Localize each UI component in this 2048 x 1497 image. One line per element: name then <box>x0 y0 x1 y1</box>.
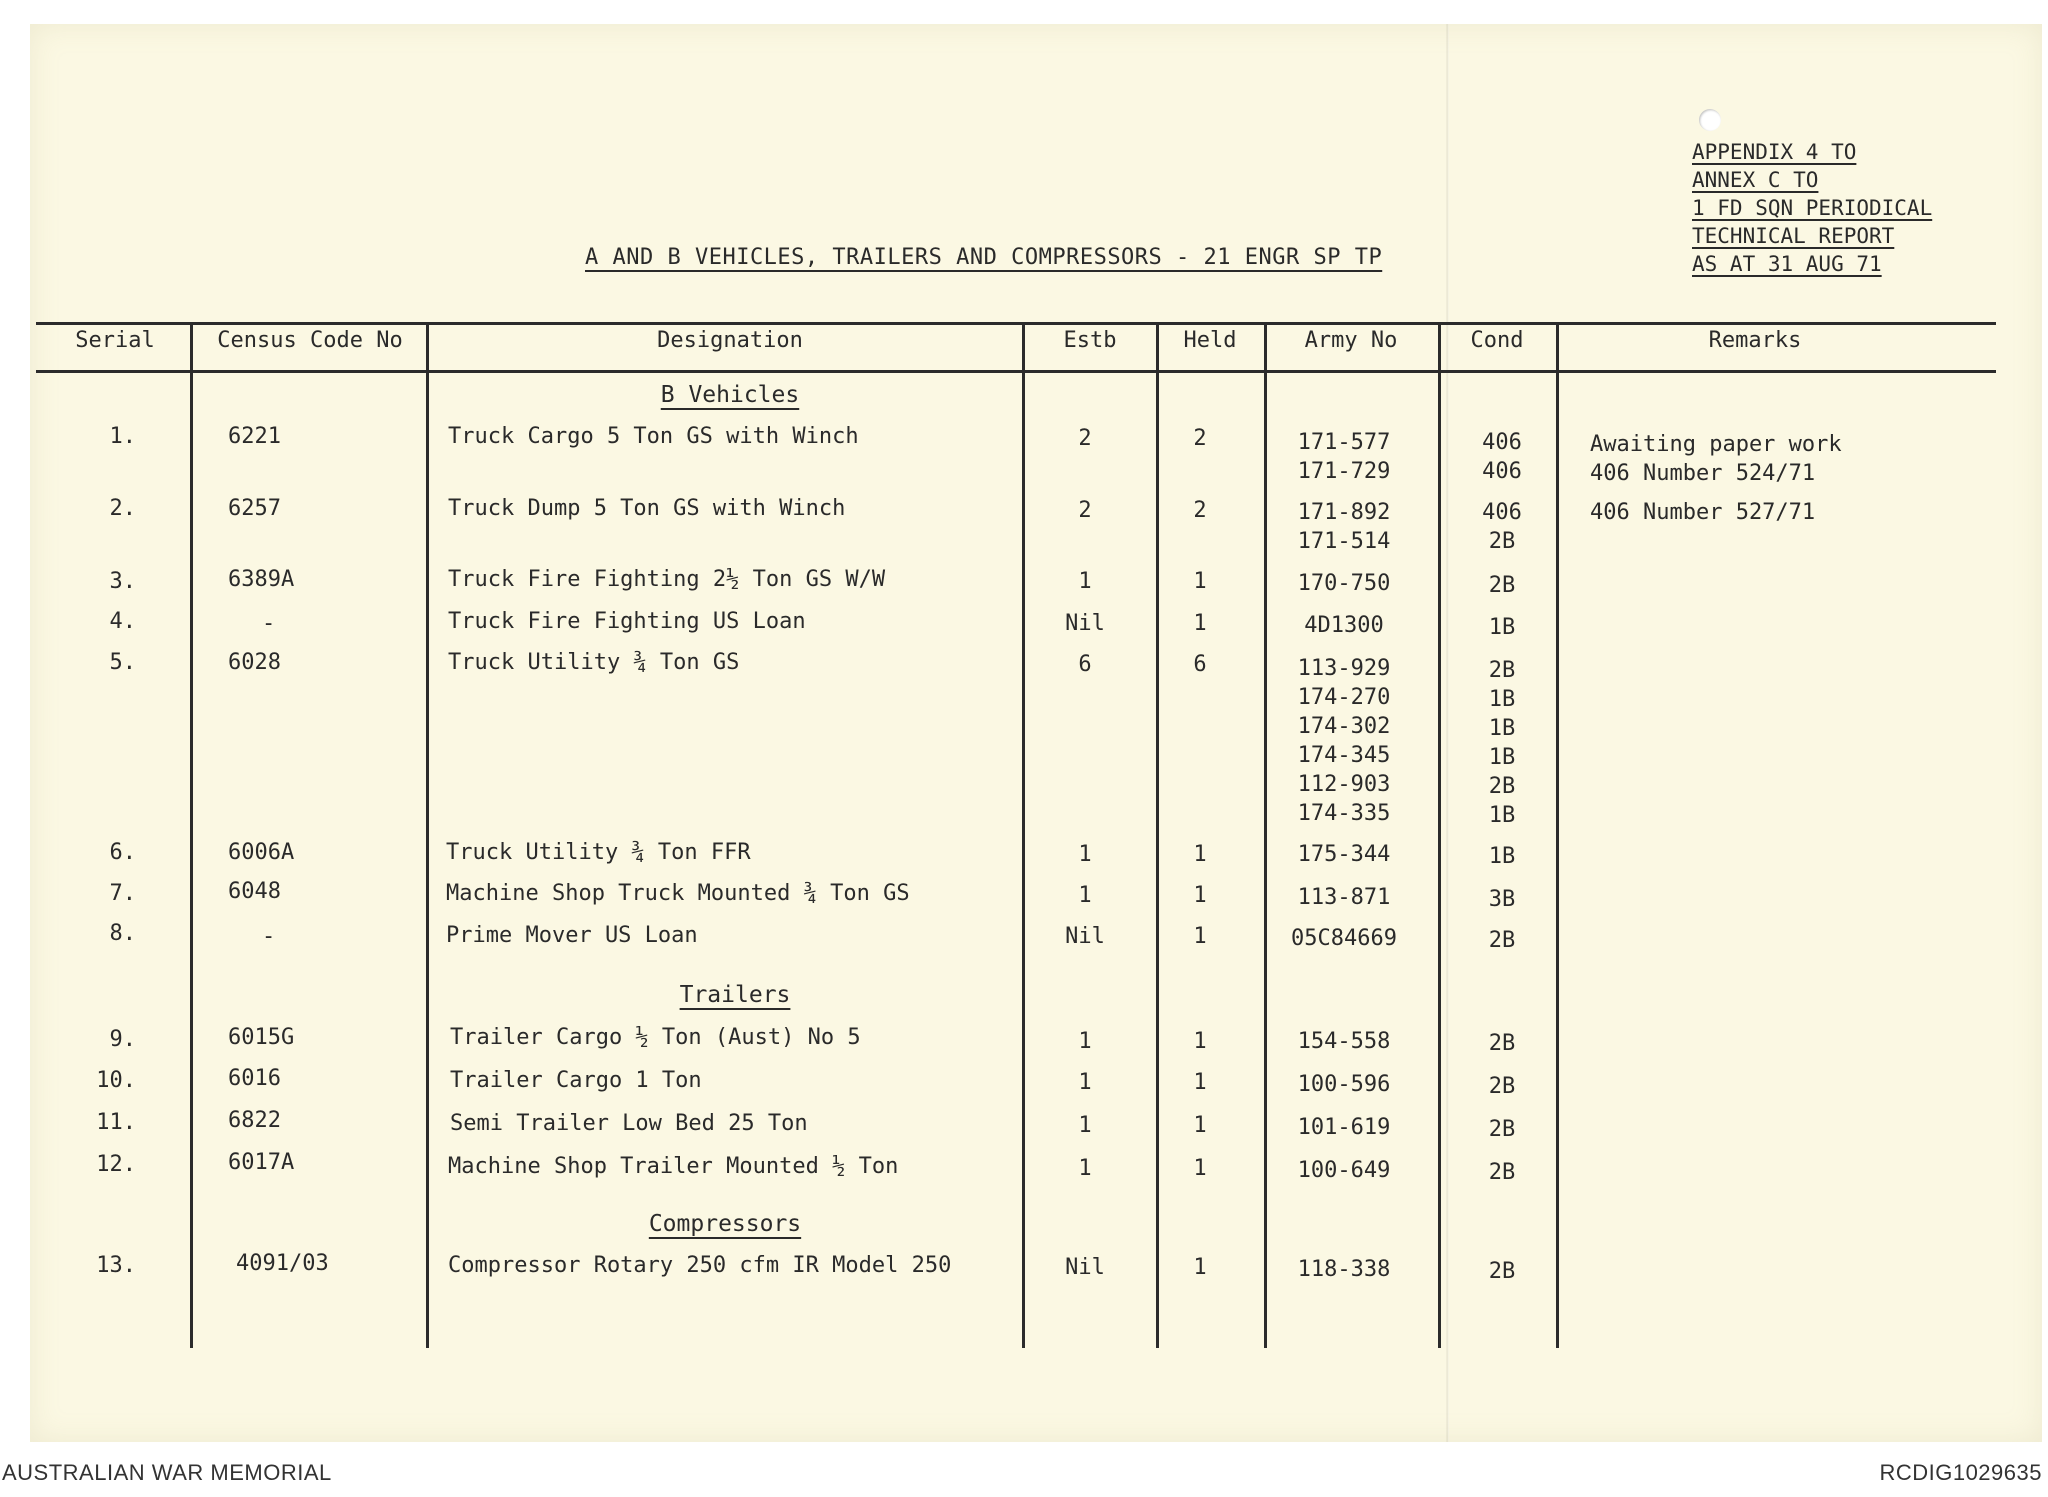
remark-line: 406 Number 527/71 <box>1590 500 1816 525</box>
column-header-census: Census Code No <box>217 328 403 353</box>
appendix-line: AS AT 31 AUG 71 <box>1692 252 1882 276</box>
held-cell: 1 <box>1193 1156 1207 1181</box>
army-no: 113-929 <box>1297 656 1391 681</box>
census-code-cell: 6257 <box>228 496 281 521</box>
estb-cell: 1 <box>1078 569 1092 594</box>
army-no-cell <box>1284 924 1404 953</box>
census-code-cell: - <box>262 924 276 949</box>
census-code-cell: 6015G <box>228 1025 295 1050</box>
appendix-reference <box>1692 138 1932 278</box>
cond-value: 2B <box>1488 1074 1516 1099</box>
column-divider <box>1438 324 1441 1348</box>
army-no-cell <box>1284 498 1404 556</box>
army-no-cell <box>1284 1113 1404 1142</box>
designation-cell: Machine Shop Truck Mounted ¾ Ton GS <box>446 881 910 906</box>
census-code-cell: - <box>262 611 276 636</box>
cond-value: 2B <box>1488 573 1516 598</box>
column-divider <box>1264 324 1267 1348</box>
estb-cell: Nil <box>1065 1255 1105 1280</box>
appendix-line: ANNEX C TO <box>1692 168 1819 192</box>
cond-cell <box>1462 885 1542 914</box>
cond-value: 1B <box>1488 745 1516 770</box>
serial-cell: 12. <box>96 1152 136 1177</box>
serial-cell: 11. <box>96 1110 136 1135</box>
army-no-cell <box>1284 611 1404 640</box>
army-no: 05C84669 <box>1291 926 1397 951</box>
cond-value: 2B <box>1488 658 1516 683</box>
designation-cell: Machine Shop Trailer Mounted ½ Ton <box>448 1154 899 1179</box>
held-cell: 6 <box>1193 652 1207 677</box>
serial-cell: 1. <box>109 424 136 449</box>
designation-cell: Truck Utility ¾ Ton GS <box>448 650 740 675</box>
held-cell: 1 <box>1193 1113 1207 1138</box>
cond-value: 2B <box>1488 1259 1516 1284</box>
table-header-rule <box>36 370 1996 373</box>
estb-cell: 2 <box>1078 498 1092 523</box>
footer-institution: AUSTRALIAN WAR MEMORIAL <box>2 1460 332 1485</box>
census-code-cell: 6016 <box>228 1066 281 1091</box>
serial-cell: 7. <box>109 881 136 906</box>
estb-cell: 1 <box>1078 883 1092 908</box>
estb-cell: 1 <box>1078 1113 1092 1138</box>
column-divider <box>190 324 193 1348</box>
census-code-cell: 4091/03 <box>236 1251 329 1276</box>
census-code-cell: 6048 <box>228 879 281 904</box>
army-no-cell <box>1284 428 1404 486</box>
remarks-cell <box>1590 498 1815 527</box>
column-header-held: Held <box>1183 328 1237 353</box>
cond-value: 2B <box>1488 1031 1516 1056</box>
held-cell: 2 <box>1193 498 1207 523</box>
army-no: 174-302 <box>1297 714 1391 739</box>
held-cell: 1 <box>1193 1070 1207 1095</box>
estb-cell: 1 <box>1078 1070 1092 1095</box>
document-title: A AND B VEHICLES, TRAILERS AND COMPRESSORS - 21 ENGR SP TP <box>585 245 1383 270</box>
paper-fold <box>1446 24 1449 1442</box>
designation-cell: Compressor Rotary 250 cfm IR Model 250 <box>448 1253 952 1278</box>
army-no: 170-750 <box>1297 571 1391 596</box>
serial-cell: 8. <box>109 921 136 946</box>
remark-line: 406 Number 524/71 <box>1590 461 1816 486</box>
cond-cell <box>1462 1158 1542 1187</box>
cond-cell <box>1462 926 1542 955</box>
census-code-cell: 6822 <box>228 1108 281 1133</box>
designation-cell: Semi Trailer Low Bed 25 Ton <box>450 1111 808 1136</box>
army-no-cell <box>1284 569 1404 598</box>
census-code-cell: 6221 <box>228 424 281 449</box>
serial-cell: 6. <box>109 840 136 865</box>
held-cell: 1 <box>1193 611 1207 636</box>
section-heading-b-vehicles: B Vehicles <box>660 382 800 408</box>
column-divider <box>426 324 429 1348</box>
appendix-line: APPENDIX 4 TO <box>1692 140 1857 164</box>
serial-cell: 10. <box>96 1068 136 1093</box>
census-code-cell: 6006A <box>228 840 295 865</box>
cond-value: 1B <box>1488 687 1516 712</box>
army-no-cell <box>1284 840 1404 869</box>
serial-cell: 4. <box>109 609 136 634</box>
held-cell: 1 <box>1193 569 1207 594</box>
estb-cell: 1 <box>1078 1029 1092 1054</box>
estb-cell: 1 <box>1078 1156 1092 1181</box>
cond-cell <box>1462 613 1542 642</box>
army-no-cell <box>1284 1156 1404 1185</box>
cond-value: 2B <box>1488 774 1516 799</box>
appendix-line: TECHNICAL REPORT <box>1692 224 1895 248</box>
army-no-cell <box>1284 1027 1404 1056</box>
army-no: 171-892 <box>1297 500 1391 525</box>
serial-cell: 9. <box>109 1027 136 1052</box>
army-no: 118-338 <box>1297 1257 1391 1282</box>
held-cell: 1 <box>1193 883 1207 908</box>
cond-cell <box>1462 571 1542 600</box>
census-code-cell: 6017A <box>228 1150 295 1175</box>
remark-line: Awaiting paper work <box>1590 432 1842 457</box>
cond-value: 406 <box>1482 430 1522 455</box>
serial-cell: 3. <box>109 569 136 594</box>
footer-catalogue-id: RCDIG1029635 <box>1879 1460 2042 1485</box>
cond-cell <box>1462 428 1542 486</box>
punch-hole <box>1699 109 1721 131</box>
appendix-line: 1 FD SQN PERIODICAL <box>1692 196 1933 220</box>
army-no-cell <box>1284 883 1404 912</box>
cond-cell <box>1462 1115 1542 1144</box>
designation-cell: Truck Fire Fighting US Loan <box>448 609 806 634</box>
estb-cell: Nil <box>1065 611 1105 636</box>
designation-cell: Prime Mover US Loan <box>446 923 698 948</box>
designation-cell: Truck Utility ¾ Ton FFR <box>446 840 751 865</box>
army-no: 113-871 <box>1297 885 1391 910</box>
army-no: 175-344 <box>1297 842 1391 867</box>
cond-value: 406 <box>1482 459 1522 484</box>
cond-cell <box>1462 1257 1542 1286</box>
estb-cell: 6 <box>1078 652 1092 677</box>
cond-value: 406 <box>1482 500 1522 525</box>
cond-cell <box>1462 1072 1542 1101</box>
cond-value: 3B <box>1488 887 1516 912</box>
column-divider <box>1156 324 1159 1348</box>
census-code-cell: 6028 <box>228 650 281 675</box>
estb-cell: 1 <box>1078 842 1092 867</box>
army-no: 174-270 <box>1297 685 1391 710</box>
column-header-cond: Cond <box>1470 328 1524 353</box>
cond-value: 1B <box>1488 615 1516 640</box>
army-no: 171-729 <box>1297 459 1391 484</box>
designation-cell: Truck Cargo 5 Ton GS with Winch <box>448 424 859 449</box>
army-no: 174-335 <box>1297 801 1391 826</box>
column-header-serial: Serial <box>75 328 155 353</box>
cond-value: 2B <box>1488 928 1516 953</box>
army-no: 174-345 <box>1297 743 1391 768</box>
cond-value: 1B <box>1488 844 1516 869</box>
section-heading-trailers: Trailers <box>679 982 791 1008</box>
column-header-estb: Estb <box>1063 328 1117 353</box>
army-no-cell <box>1284 1070 1404 1099</box>
held-cell: 1 <box>1193 1029 1207 1054</box>
cond-cell <box>1462 656 1542 830</box>
column-header-army-no: Army No <box>1304 328 1398 353</box>
army-no: 171-514 <box>1297 529 1391 554</box>
estb-cell: Nil <box>1065 924 1105 949</box>
cond-cell <box>1462 842 1542 871</box>
army-no: 4D1300 <box>1304 613 1384 638</box>
census-code-cell: 6389A <box>228 567 295 592</box>
column-divider <box>1022 324 1025 1348</box>
table-top-rule <box>36 322 1996 325</box>
serial-cell: 5. <box>109 650 136 675</box>
column-divider <box>1556 324 1559 1348</box>
remarks-cell <box>1590 430 1842 488</box>
designation-cell: Trailer Cargo 1 Ton <box>450 1068 702 1093</box>
serial-cell: 2. <box>109 496 136 521</box>
estb-cell: 2 <box>1078 426 1092 451</box>
army-no-cell <box>1284 654 1404 828</box>
designation-cell: Trailer Cargo ½ Ton (Aust) No 5 <box>450 1025 861 1050</box>
section-heading-compressors: Compressors <box>648 1211 802 1237</box>
column-header-remarks: Remarks <box>1708 328 1802 353</box>
cond-value: 2B <box>1488 1117 1516 1142</box>
held-cell: 2 <box>1193 426 1207 451</box>
held-cell: 1 <box>1193 924 1207 949</box>
designation-cell: Truck Fire Fighting 2½ Ton GS W/W <box>448 567 886 592</box>
designation-cell: Truck Dump 5 Ton GS with Winch <box>448 496 846 521</box>
cond-cell <box>1462 1029 1542 1058</box>
army-no: 100-649 <box>1297 1158 1391 1183</box>
cond-value: 1B <box>1488 803 1516 828</box>
cond-cell <box>1462 498 1542 556</box>
cond-value: 2B <box>1488 529 1516 554</box>
army-no: 171-577 <box>1297 430 1391 455</box>
held-cell: 1 <box>1193 1255 1207 1280</box>
column-header-designation: Designation <box>657 328 803 353</box>
army-no: 100-596 <box>1297 1072 1391 1097</box>
cond-value: 1B <box>1488 716 1516 741</box>
army-no: 101-619 <box>1297 1115 1391 1140</box>
serial-cell: 13. <box>96 1253 136 1278</box>
army-no: 112-903 <box>1297 772 1391 797</box>
army-no-cell <box>1284 1255 1404 1284</box>
cond-value: 2B <box>1488 1160 1516 1185</box>
army-no: 154-558 <box>1297 1029 1391 1054</box>
held-cell: 1 <box>1193 842 1207 867</box>
